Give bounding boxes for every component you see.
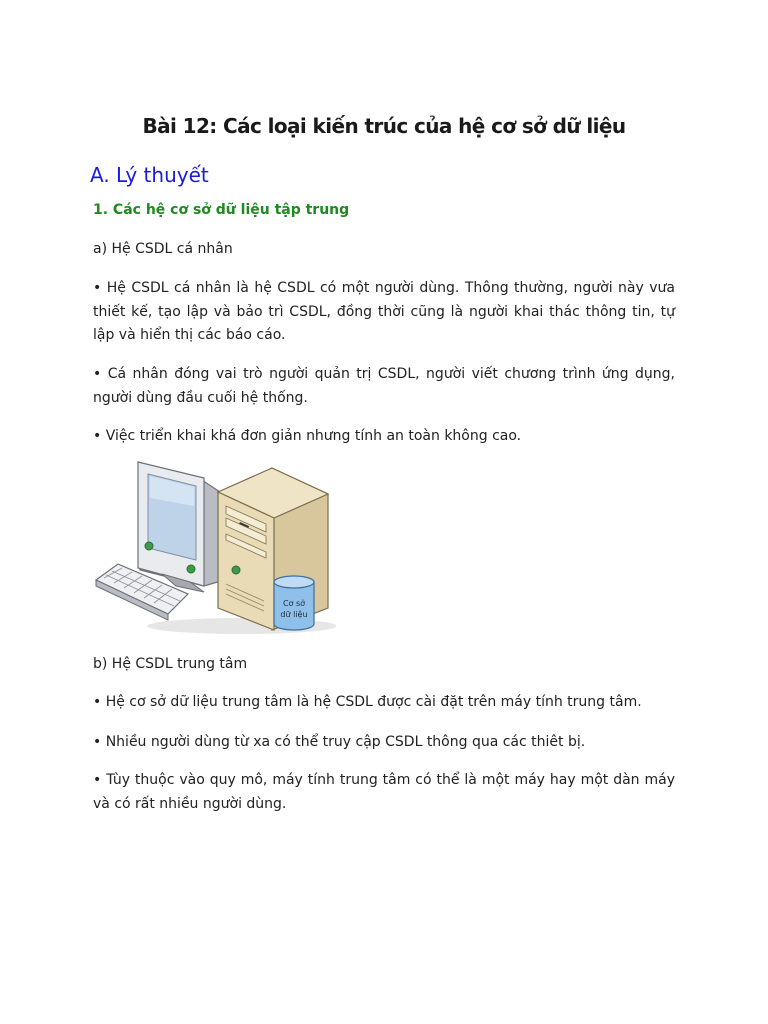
paragraph-central-dbms-scale: • Tùy thuộc vào quy mô, máy tính trung tâm có thể là một máy hay một dàn máy và có rất nhiều người dùng.: [93, 772, 675, 812]
paragraph-personal-dbms-definition: • Hệ CSDL cá nhân là hệ CSDL có một người dùng. Thông thường, người này vưa thiết kế, tạo lập và bảo trì CSDL, đồng thời cũng là người khai thác thông tin, tự lập và hiển thị các báo cáo.: [93, 280, 675, 343]
database-label-line1: Cơ sở: [282, 599, 306, 608]
page-title: Bài 12: Các loại kiến trúc của hệ cơ sở dữ liệu: [142, 114, 626, 138]
computer-database-illustration: [92, 458, 336, 636]
paragraph-central-dbms-definition: • Hệ cơ sở dữ liệu trung tâm là hệ CSDL được cài đặt trên máy tính trung tâm.: [93, 694, 642, 710]
subsection-heading-centralized: 1. Các hệ cơ sở dữ liệu tập trung: [93, 202, 350, 218]
paragraph-personal-dbms-heading: a) Hệ CSDL cá nhân: [93, 241, 233, 257]
section-heading-theory: A. Lý thuyết: [90, 163, 209, 187]
database-cylinder-icon: [274, 576, 314, 630]
paragraph-central-dbms-heading: b) Hệ CSDL trung tâm: [93, 656, 248, 672]
database-label-line2: dữ liệu: [280, 610, 308, 619]
paragraph-personal-dbms-deployment: • Việc triển khai khá đơn giản nhưng tính an toàn không cao.: [93, 428, 522, 444]
paragraph-personal-dbms-roles: • Cá nhân đóng vai trò người quản trị CSDL, người viết chương trình ứng dụng, người dùng đầu cuối hệ thống.: [93, 366, 675, 406]
paragraph-central-dbms-remote-access: • Nhiều người dùng từ xa có thể truy cập CSDL thông qua các thiêt bị.: [93, 734, 586, 750]
